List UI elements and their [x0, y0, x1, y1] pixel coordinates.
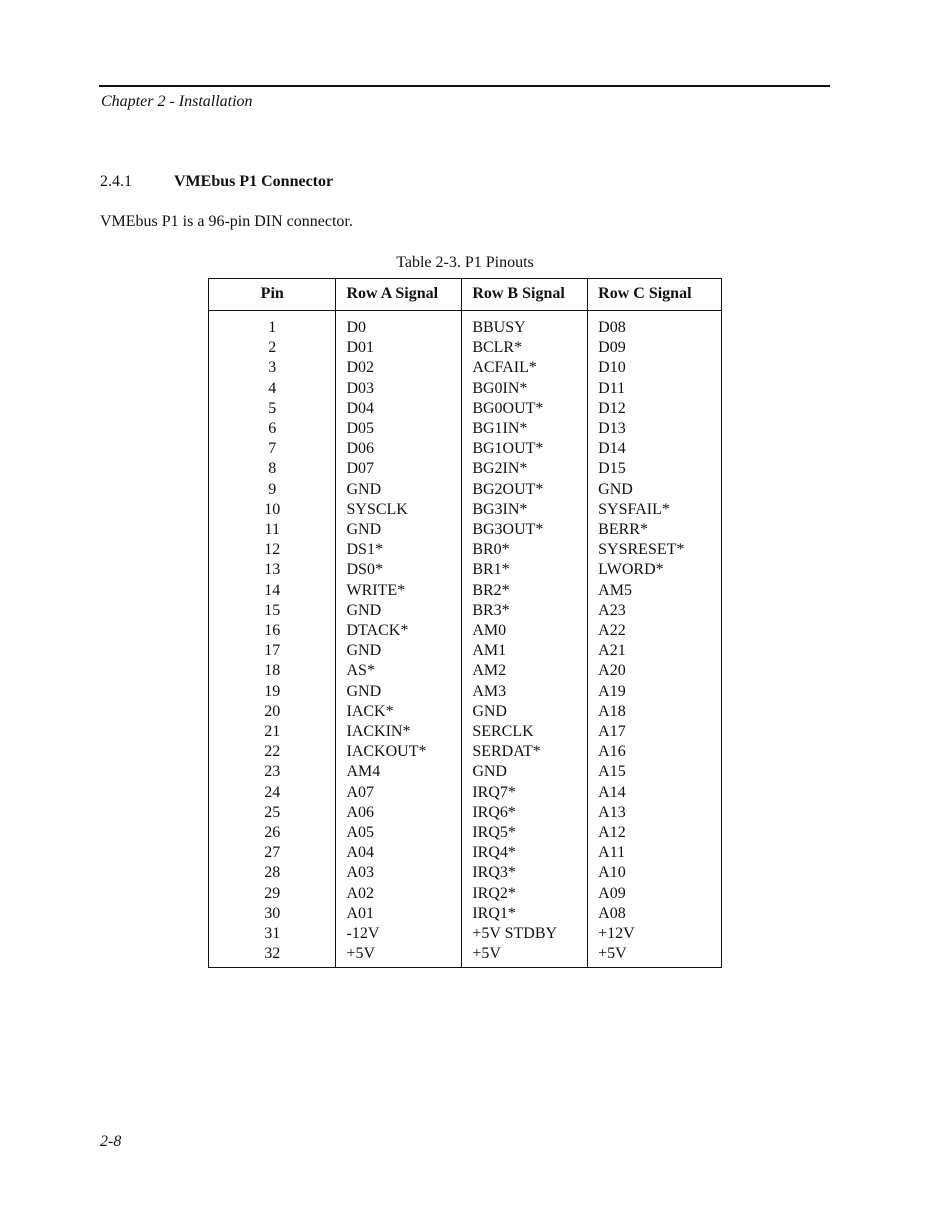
row-a-signal: D02 — [336, 358, 462, 378]
row-c-signal: A22 — [588, 621, 722, 641]
pin-number: 12 — [209, 540, 336, 560]
row-c-signal: A20 — [588, 661, 722, 681]
row-a-signal: A01 — [336, 904, 462, 924]
table-row — [209, 661, 722, 681]
pin-number: 8 — [209, 459, 336, 479]
row-c-signal: A23 — [588, 601, 722, 621]
row-c-signal: BERR* — [588, 520, 722, 540]
row-b-signal: SERDAT* — [462, 742, 588, 762]
row-c-signal: D09 — [588, 338, 722, 358]
row-c-signal: +12V — [588, 924, 722, 944]
table-row — [209, 803, 722, 823]
table-row — [209, 621, 722, 641]
table-row — [209, 843, 722, 863]
row-a-signal: D07 — [336, 459, 462, 479]
row-c-signal: LWORD* — [588, 560, 722, 580]
pin-number: 4 — [209, 379, 336, 399]
row-b-signal: BR3* — [462, 601, 588, 621]
row-a-signal: A06 — [336, 803, 462, 823]
column-header-pin: Pin — [209, 279, 336, 311]
row-c-signal: D11 — [588, 379, 722, 399]
row-a-signal: GND — [336, 520, 462, 540]
row-c-signal: A13 — [588, 803, 722, 823]
pin-number: 7 — [209, 439, 336, 459]
row-b-signal: ACFAIL* — [462, 358, 588, 378]
table-row — [209, 540, 722, 560]
row-b-signal: +5V — [462, 944, 588, 967]
row-b-signal: BG1OUT* — [462, 439, 588, 459]
row-c-signal: A09 — [588, 884, 722, 904]
row-a-signal: GND — [336, 682, 462, 702]
section-number: 2.4.1 — [100, 173, 132, 190]
running-head: Chapter 2 - Installation — [101, 93, 253, 110]
row-b-signal: GND — [462, 762, 588, 782]
row-a-signal: IACK* — [336, 702, 462, 722]
pinout-table — [208, 278, 722, 968]
pin-number: 6 — [209, 419, 336, 439]
row-a-signal: DS0* — [336, 560, 462, 580]
intro-paragraph: VMEbus P1 is a 96-pin DIN connector. — [100, 213, 353, 230]
table-caption: Table 2-3. P1 Pinouts — [396, 254, 534, 271]
row-a-signal: D0 — [336, 311, 462, 339]
page-number: 2-8 — [100, 1133, 122, 1150]
pin-number: 30 — [209, 904, 336, 924]
row-c-signal: A10 — [588, 863, 722, 883]
section-title: VMEbus P1 Connector — [174, 173, 334, 190]
column-header-row-a: Row A Signal — [336, 279, 462, 311]
table-row — [209, 480, 722, 500]
header-rule — [99, 85, 830, 87]
row-c-signal: D12 — [588, 399, 722, 419]
row-c-signal: D13 — [588, 419, 722, 439]
row-c-signal: A19 — [588, 682, 722, 702]
pin-number: 15 — [209, 601, 336, 621]
pin-number: 14 — [209, 581, 336, 601]
column-header-row-b: Row B Signal — [462, 279, 588, 311]
table-row — [209, 682, 722, 702]
table-header-row — [209, 279, 722, 311]
row-b-signal: IRQ6* — [462, 803, 588, 823]
row-b-signal: IRQ1* — [462, 904, 588, 924]
row-b-signal: IRQ7* — [462, 783, 588, 803]
row-c-signal: GND — [588, 480, 722, 500]
pin-number: 9 — [209, 480, 336, 500]
table-row — [209, 702, 722, 722]
pin-number: 23 — [209, 762, 336, 782]
pin-number: 25 — [209, 803, 336, 823]
pin-number: 26 — [209, 823, 336, 843]
pin-number: 29 — [209, 884, 336, 904]
table-row — [209, 944, 722, 967]
table-row — [209, 904, 722, 924]
table-row — [209, 884, 722, 904]
row-c-signal: D15 — [588, 459, 722, 479]
pin-number: 31 — [209, 924, 336, 944]
row-c-signal: A08 — [588, 904, 722, 924]
pin-number: 1 — [209, 311, 336, 339]
row-b-signal: BR0* — [462, 540, 588, 560]
row-a-signal: AS* — [336, 661, 462, 681]
row-c-signal: A15 — [588, 762, 722, 782]
pin-number: 13 — [209, 560, 336, 580]
row-b-signal: BG3OUT* — [462, 520, 588, 540]
row-a-signal: A04 — [336, 843, 462, 863]
table-row — [209, 823, 722, 843]
row-a-signal: D05 — [336, 419, 462, 439]
row-c-signal: A16 — [588, 742, 722, 762]
section-heading — [100, 173, 333, 191]
row-b-signal: AM2 — [462, 661, 588, 681]
pin-number: 28 — [209, 863, 336, 883]
row-a-signal: GND — [336, 480, 462, 500]
row-c-signal: A21 — [588, 641, 722, 661]
row-b-signal: IRQ3* — [462, 863, 588, 883]
pin-number: 21 — [209, 722, 336, 742]
row-b-signal: BG2OUT* — [462, 480, 588, 500]
row-a-signal: DS1* — [336, 540, 462, 560]
column-header-row-c: Row C Signal — [588, 279, 722, 311]
row-b-signal: +5V STDBY — [462, 924, 588, 944]
table-row — [209, 500, 722, 520]
row-b-signal: IRQ4* — [462, 843, 588, 863]
pin-number: 2 — [209, 338, 336, 358]
row-c-signal: D08 — [588, 311, 722, 339]
row-c-signal: +5V — [588, 944, 722, 967]
table-row — [209, 924, 722, 944]
row-c-signal: A18 — [588, 702, 722, 722]
row-b-signal: BG0OUT* — [462, 399, 588, 419]
row-a-signal: SYSCLK — [336, 500, 462, 520]
pin-number: 18 — [209, 661, 336, 681]
table-row — [209, 560, 722, 580]
table-row — [209, 762, 722, 782]
row-a-signal: AM4 — [336, 762, 462, 782]
row-c-signal: A11 — [588, 843, 722, 863]
table-row — [209, 520, 722, 540]
pin-number: 32 — [209, 944, 336, 967]
row-a-signal: D03 — [336, 379, 462, 399]
row-c-signal: SYSRESET* — [588, 540, 722, 560]
table-row — [209, 601, 722, 621]
row-a-signal: GND — [336, 641, 462, 661]
table-row — [209, 581, 722, 601]
row-c-signal: SYSFAIL* — [588, 500, 722, 520]
row-b-signal: BG0IN* — [462, 379, 588, 399]
table-row — [209, 722, 722, 742]
row-b-signal: SERCLK — [462, 722, 588, 742]
row-a-signal: -12V — [336, 924, 462, 944]
row-c-signal: A17 — [588, 722, 722, 742]
row-b-signal: GND — [462, 702, 588, 722]
pin-number: 22 — [209, 742, 336, 762]
pin-number: 5 — [209, 399, 336, 419]
row-b-signal: AM3 — [462, 682, 588, 702]
row-c-signal: D14 — [588, 439, 722, 459]
table-row — [209, 311, 722, 339]
row-b-signal: IRQ5* — [462, 823, 588, 843]
row-a-signal: IACKOUT* — [336, 742, 462, 762]
pin-number: 27 — [209, 843, 336, 863]
row-b-signal: BG2IN* — [462, 459, 588, 479]
table-body — [209, 311, 722, 968]
table-row — [209, 399, 722, 419]
pin-number: 24 — [209, 783, 336, 803]
row-a-signal: A03 — [336, 863, 462, 883]
row-b-signal: BCLR* — [462, 338, 588, 358]
table-row — [209, 338, 722, 358]
row-c-signal: AM5 — [588, 581, 722, 601]
row-a-signal: D04 — [336, 399, 462, 419]
table-row — [209, 419, 722, 439]
row-a-signal: GND — [336, 601, 462, 621]
row-b-signal: BR2* — [462, 581, 588, 601]
table-row — [209, 742, 722, 762]
table-row — [209, 439, 722, 459]
row-a-signal: A07 — [336, 783, 462, 803]
pin-number: 17 — [209, 641, 336, 661]
pin-number: 11 — [209, 520, 336, 540]
row-c-signal: A12 — [588, 823, 722, 843]
row-c-signal: A14 — [588, 783, 722, 803]
pin-number: 19 — [209, 682, 336, 702]
table-row — [209, 459, 722, 479]
table-row — [209, 358, 722, 378]
pin-number: 16 — [209, 621, 336, 641]
row-b-signal: AM0 — [462, 621, 588, 641]
table-row — [209, 641, 722, 661]
pin-number: 20 — [209, 702, 336, 722]
row-b-signal: AM1 — [462, 641, 588, 661]
row-a-signal: D01 — [336, 338, 462, 358]
table-row — [209, 783, 722, 803]
row-b-signal: BG1IN* — [462, 419, 588, 439]
row-a-signal: D06 — [336, 439, 462, 459]
row-b-signal: BG3IN* — [462, 500, 588, 520]
row-c-signal: D10 — [588, 358, 722, 378]
row-a-signal: +5V — [336, 944, 462, 967]
row-a-signal: WRITE* — [336, 581, 462, 601]
row-a-signal: A02 — [336, 884, 462, 904]
row-a-signal: DTACK* — [336, 621, 462, 641]
row-a-signal: A05 — [336, 823, 462, 843]
table-row — [209, 379, 722, 399]
pin-number: 10 — [209, 500, 336, 520]
row-a-signal: IACKIN* — [336, 722, 462, 742]
pin-number: 3 — [209, 358, 336, 378]
row-b-signal: BR1* — [462, 560, 588, 580]
table-row — [209, 863, 722, 883]
row-b-signal: BBUSY — [462, 311, 588, 339]
row-b-signal: IRQ2* — [462, 884, 588, 904]
